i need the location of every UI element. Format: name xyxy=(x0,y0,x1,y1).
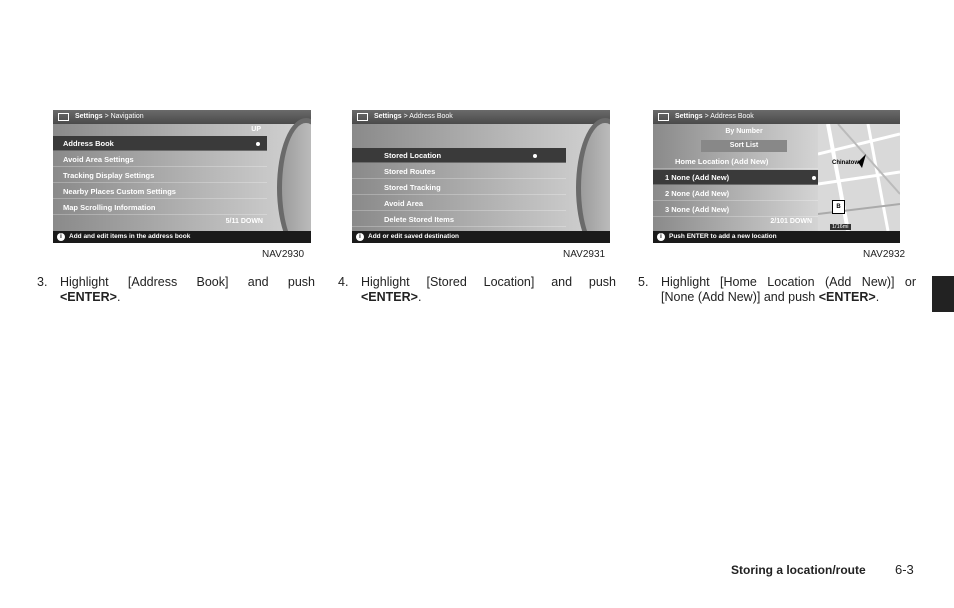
menu-item-delete-stored-items[interactable]: Delete Stored Items xyxy=(352,212,566,227)
screen-title: Settings xyxy=(675,113,703,120)
menu-item-stored-tracking[interactable]: Stored Tracking xyxy=(352,180,566,195)
step-number: 4. xyxy=(338,275,349,289)
screen-subtitle: > Navigation xyxy=(104,113,144,120)
step-instruction: Highlight [Stored Location] and push xyxy=(361,275,616,289)
screen-body xyxy=(53,124,311,231)
page-counter[interactable]: 2/101 DOWN xyxy=(770,218,812,225)
map-scale: 1/16mi xyxy=(832,224,849,230)
settings-icon xyxy=(658,113,669,121)
menu-item-address-book[interactable]: Address Book xyxy=(53,136,267,151)
footer-section-title xyxy=(731,563,866,577)
step-instruction: Highlight [Address Book] and push xyxy=(60,275,315,289)
map-view[interactable] xyxy=(818,124,900,231)
scroll-up-label[interactable]: UP xyxy=(251,126,261,133)
status-bar xyxy=(53,231,311,243)
menu-item-stored-routes[interactable]: Stored Routes xyxy=(352,164,566,179)
figure-caption: NAV2932 xyxy=(863,249,906,260)
page-number: 6-3 xyxy=(895,562,914,577)
status-bar xyxy=(653,231,900,243)
footer-section: Storing a location/route xyxy=(731,563,866,577)
step-text xyxy=(361,275,616,305)
step-end: . xyxy=(116,290,121,304)
screen-subtitle: > Address Book xyxy=(704,113,754,120)
screen-navigation-settings xyxy=(53,110,311,243)
info-icon: i xyxy=(657,233,665,241)
status-text: Add and edit items in the address book xyxy=(69,233,191,240)
map-place-label: Chinatown xyxy=(832,160,863,166)
list-item-home-location[interactable]: Home Location (Add New) xyxy=(653,154,818,169)
screen-address-book-list xyxy=(653,110,900,243)
route-shield-icon: B xyxy=(832,200,845,214)
selection-dot-icon xyxy=(533,154,537,158)
screen-title: Settings xyxy=(75,113,103,120)
menu-item-tracking-display-settings[interactable]: Tracking Display Settings xyxy=(53,168,267,183)
status-bar xyxy=(352,231,610,243)
info-icon: i xyxy=(356,233,364,241)
status-text: Push ENTER to add a new location xyxy=(669,233,777,240)
scroll-arc[interactable] xyxy=(576,118,610,243)
map-roads xyxy=(818,124,900,231)
settings-icon xyxy=(357,113,368,121)
page-counter[interactable]: 5/11 DOWN xyxy=(225,218,263,225)
list-item-entry-3[interactable]: 3 None (Add New) xyxy=(653,202,818,217)
status-text: Add or edit saved destination xyxy=(368,233,460,240)
step-end: . xyxy=(417,290,422,304)
figure-caption: NAV2930 xyxy=(262,249,305,260)
sort-by-label: By Number xyxy=(725,128,763,135)
step-key: <ENTER> xyxy=(361,290,418,304)
list-item-entry-1[interactable]: 1 None (Add New) xyxy=(653,170,818,185)
screen-title-bar xyxy=(53,110,311,124)
settings-icon xyxy=(58,113,69,121)
step-end: . xyxy=(875,290,880,304)
menu-item-nearby-places-custom-settings[interactable]: Nearby Places Custom Settings xyxy=(53,184,267,199)
screen-body xyxy=(653,124,818,231)
scroll-arc[interactable] xyxy=(277,118,311,243)
step-text xyxy=(60,275,315,305)
step-key: <ENTER> xyxy=(818,290,876,304)
step-instruction: Highlight [Home Location (Add New)] or [None (Add New)] and push xyxy=(661,275,916,304)
screen-title: Settings xyxy=(374,113,402,120)
menu-item-avoid-area[interactable]: Avoid Area xyxy=(352,196,566,211)
screen-address-book xyxy=(352,110,610,243)
step-key: <ENTER> xyxy=(60,290,117,304)
menu-item-map-scrolling-information[interactable]: Map Scrolling Information xyxy=(53,200,267,215)
menu-item-stored-location[interactable]: Stored Location xyxy=(352,148,566,163)
screen-subtitle: > Address Book xyxy=(403,113,453,120)
screen-title-bar xyxy=(352,110,610,124)
info-icon: i xyxy=(57,233,65,241)
selection-dot-icon xyxy=(812,176,816,180)
step-number: 5. xyxy=(638,275,649,289)
screen-title-bar xyxy=(653,110,900,124)
figure-caption: NAV2931 xyxy=(563,249,606,260)
chapter-tab xyxy=(932,276,954,312)
step-text xyxy=(661,275,916,305)
selection-dot-icon xyxy=(256,142,260,146)
sort-list-button[interactable]: Sort List xyxy=(701,140,787,152)
list-item-entry-2[interactable]: 2 None (Add New) xyxy=(653,186,818,201)
step-number: 3. xyxy=(37,275,48,289)
menu-item-avoid-area-settings[interactable]: Avoid Area Settings xyxy=(53,152,267,167)
screen-body xyxy=(352,124,610,231)
